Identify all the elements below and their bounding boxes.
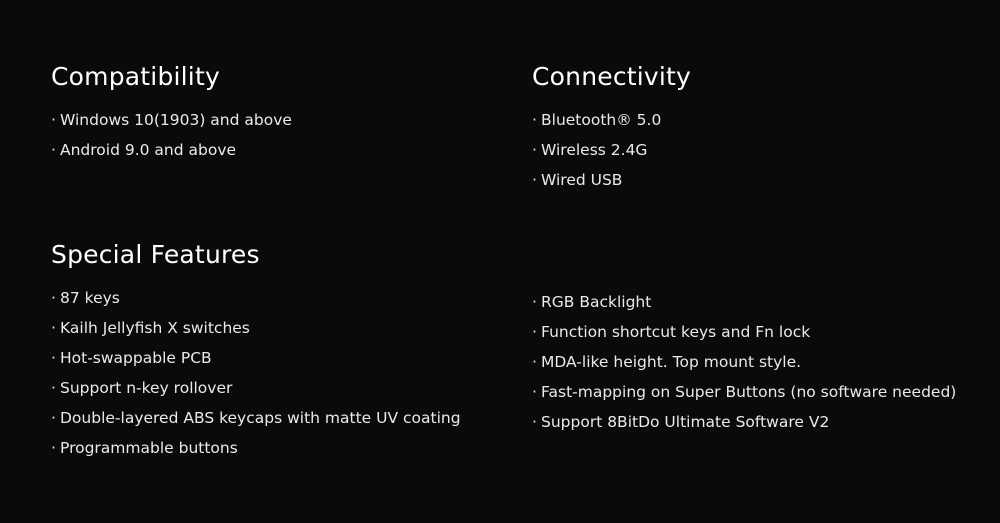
list-item (51, 433, 461, 463)
list-item (51, 105, 292, 135)
list-item-label: Kailh Jellyfish X switches (60, 319, 250, 337)
compatibility-list (51, 105, 292, 165)
list-item-label: Hot-swappable PCB (60, 349, 212, 367)
bullet-dot-icon: · (532, 383, 537, 401)
section-compatibility (51, 62, 292, 165)
list-item-label: Support 8BitDo Ultimate Software V2 (541, 413, 830, 431)
list-item (532, 105, 691, 135)
list-item-label: Windows 10(1903) and above (60, 111, 292, 129)
bullet-dot-icon: · (51, 409, 56, 427)
list-item (51, 373, 461, 403)
list-item-label: RGB Backlight (541, 293, 652, 311)
list-item (51, 343, 461, 373)
list-item-label: Fast-mapping on Super Buttons (no software needed) (541, 383, 957, 401)
list-item (532, 135, 691, 165)
bullet-dot-icon: · (532, 141, 537, 159)
section-title-connectivity: Connectivity (532, 62, 692, 91)
list-item-label: Android 9.0 and above (60, 141, 237, 159)
connectivity-list (532, 105, 691, 195)
list-item (51, 283, 461, 313)
list-item-label: Wired USB (541, 171, 623, 189)
bullet-dot-icon: · (532, 111, 537, 129)
section-connectivity (532, 62, 691, 195)
list-item-label: Programmable buttons (60, 439, 238, 457)
list-item-label: Double-layered ABS keycaps with matte UV coating (60, 409, 461, 427)
special-features-list-left (51, 283, 461, 463)
bullet-dot-icon: · (51, 289, 56, 307)
bullet-dot-icon: · (51, 111, 56, 129)
list-item-label: Wireless 2.4G (541, 141, 648, 159)
list-item (532, 347, 956, 377)
list-item-label: Support n-key rollover (60, 379, 233, 397)
bullet-dot-icon: · (51, 141, 56, 159)
bullet-dot-icon: · (51, 379, 56, 397)
list-item (51, 403, 461, 433)
list-item (532, 377, 956, 407)
section-title-compatibility: Compatibility (51, 62, 220, 91)
bullet-dot-icon: · (532, 353, 537, 371)
list-item-label: 87 keys (60, 289, 120, 307)
bullet-dot-icon: · (51, 349, 56, 367)
section-special-features (51, 240, 461, 463)
bullet-dot-icon: · (51, 319, 56, 337)
bullet-dot-icon: · (532, 323, 537, 341)
section-special-features-right (532, 287, 956, 437)
special-features-list-right (532, 287, 956, 437)
list-item-label: Function shortcut keys and Fn lock (541, 323, 811, 341)
list-item-label: Bluetooth® 5.0 (541, 111, 662, 129)
list-item (532, 165, 691, 195)
list-item (51, 135, 292, 165)
list-item (532, 287, 956, 317)
bullet-dot-icon: · (51, 439, 56, 457)
list-item (51, 313, 461, 343)
bullet-dot-icon: · (532, 413, 537, 431)
list-item-label: MDA-like height. Top mount style. (541, 353, 802, 371)
bullet-dot-icon: · (532, 293, 537, 311)
list-item (532, 407, 956, 437)
list-item (532, 317, 956, 347)
bullet-dot-icon: · (532, 171, 537, 189)
section-title-special-features: Special Features (51, 240, 260, 269)
